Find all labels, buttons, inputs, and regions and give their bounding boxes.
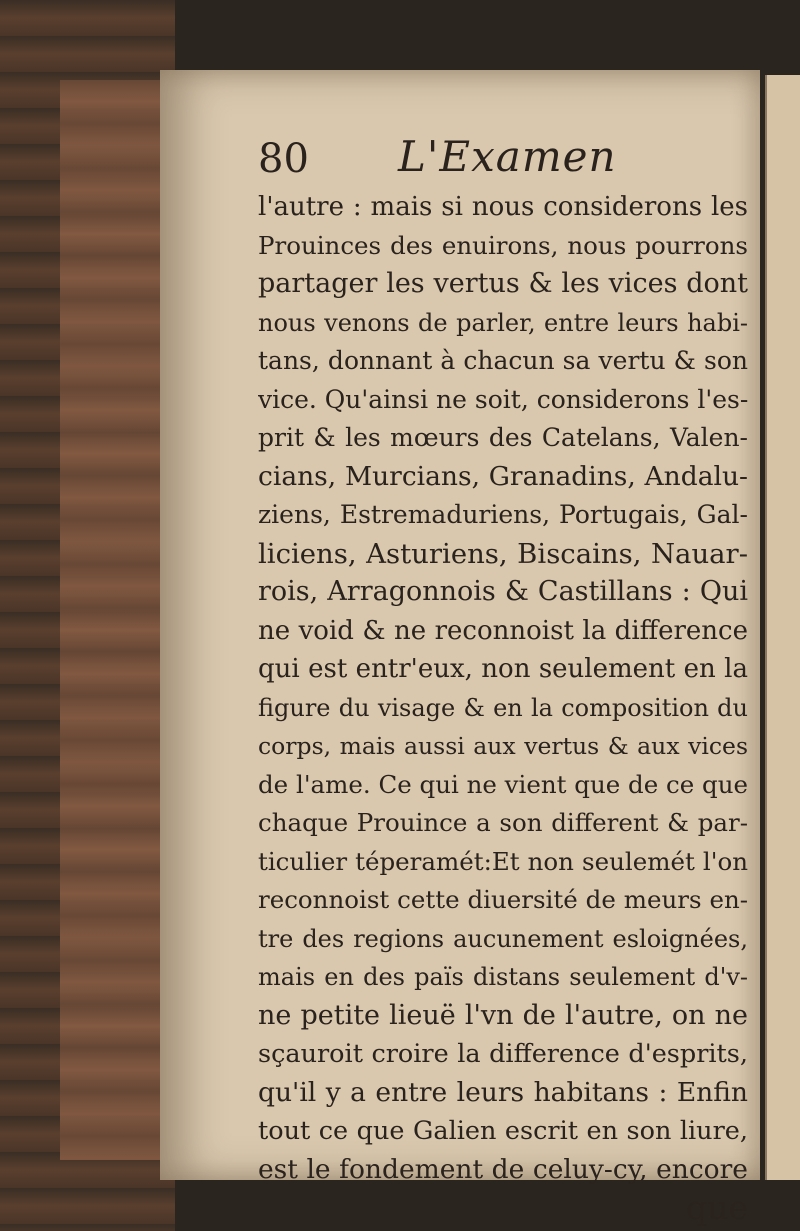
text-line: chaque Prouince a son different & par-: [258, 808, 748, 837]
text-line: ne void & ne reconnoist la difference: [258, 615, 748, 646]
text-line: cians, Murcians, Granadins, Andalu-: [258, 460, 748, 492]
text-line: ticulier téperamét:Et non seulemét l'on: [258, 846, 748, 876]
text-line: ziens, Estremaduriens, Portugais, Gal-: [258, 500, 748, 529]
text-line: sçauroit croire la difference d'esprits,: [258, 1039, 748, 1069]
text-line: figure du visage & en la composition du: [258, 693, 748, 722]
text-line: ne petite lieuë l'vn de l'autre, on ne: [258, 999, 748, 1031]
text-line: rois, Arragonnois & Castillans : Qui: [258, 576, 748, 607]
text-line: tre des regions aucunement esloignées,: [258, 924, 748, 953]
running-title: L'Examen: [398, 132, 617, 181]
adjacent-page-edge: [765, 75, 800, 1180]
text-line: tans, donnant à chacun sa vertu & son: [258, 346, 748, 375]
text-line: vice. Qu'ainsi ne soit, considerons l'es-: [258, 384, 748, 414]
text-line: qu'il y a entre leurs habitans : Enfin: [258, 1076, 748, 1108]
text-line: corps, mais aussi aux vertus & aux vices: [258, 732, 748, 760]
text-line: reconnoist cette diuersité de meurs en-: [258, 885, 748, 914]
text-line: mais en des païs distans seulement d'v-: [258, 963, 748, 991]
text-line: prit & les mœurs des Catelans, Valen-: [258, 423, 748, 452]
text-line: nous venons de parler, entre leurs habi-: [258, 308, 748, 337]
body-text: [258, 188, 748, 1228]
catchword: que: [686, 1188, 748, 1227]
text-line: tout ce que Galien escrit en son liure,: [258, 1116, 748, 1146]
book-page: [160, 70, 760, 1227]
text-line: l'autre : mais si nous considerons les: [258, 192, 748, 222]
decorative-border: [60, 80, 175, 1160]
text-line: est le fondement de celuy-cy, encore: [258, 1153, 748, 1185]
page-header: [258, 132, 738, 188]
text-line: de l'ame. Ce qui ne vient que de ce que: [258, 769, 748, 799]
page-number: 80: [258, 136, 309, 182]
text-line: partager les vertus & les vices dont: [258, 268, 748, 299]
text-line: qui est entr'eux, non seulement en la: [258, 654, 748, 684]
text-line: Prouinces des enuirons, nous pourrons: [258, 230, 748, 260]
text-line: liciens, Asturiens, Biscains, Nauar-: [258, 537, 748, 570]
